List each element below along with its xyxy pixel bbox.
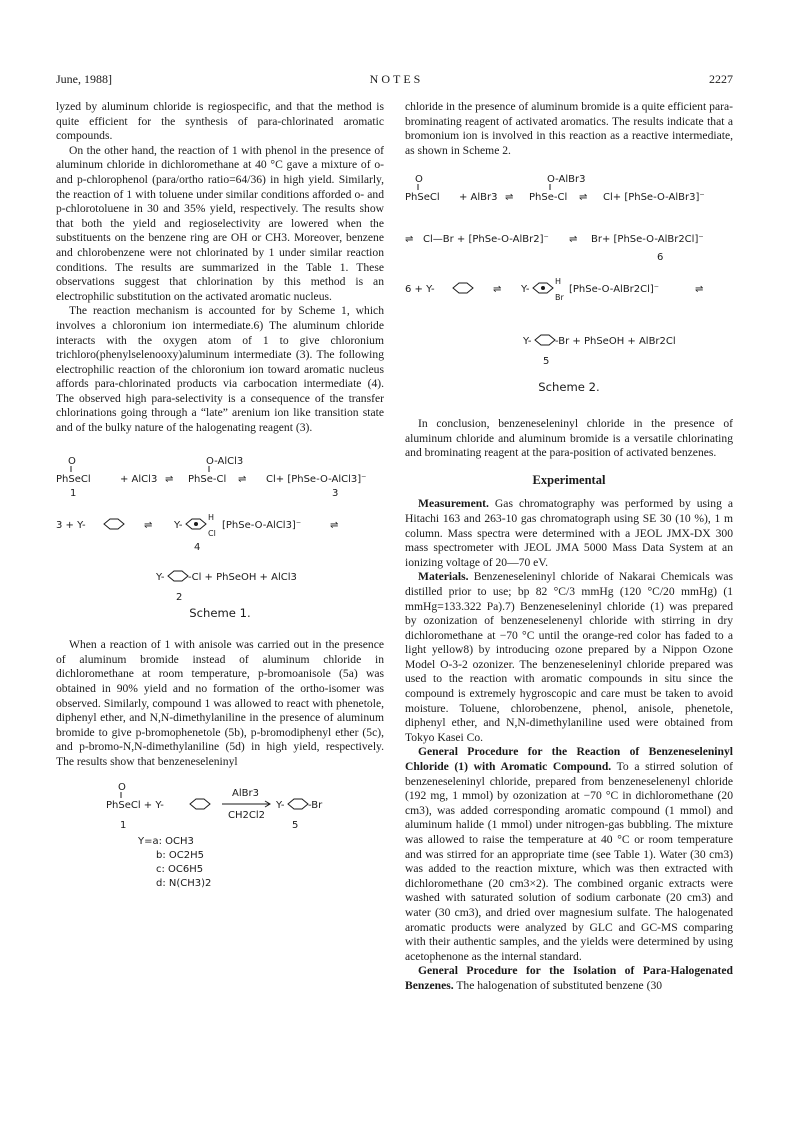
substituent-label: Y- <box>523 336 532 348</box>
paragraph <box>405 570 733 745</box>
hydrogen-label: H <box>555 277 562 287</box>
equilibrium-arrow: ⇌ <box>569 234 578 246</box>
scheme-1 <box>56 450 384 621</box>
bromine-label: -Br <box>308 799 323 811</box>
equilibrium-arrow: ⇌ <box>330 519 339 531</box>
paragraph: lyzed by aluminum chloride is regiospecific, and that the method is quite efficient for the synthesis of para-chlorinated aromatic compounds. <box>56 100 384 143</box>
run-in-heading: Measurement. <box>418 497 489 511</box>
reagent-label: + AlCl3 <box>120 473 158 485</box>
benzene-ring-icon <box>288 799 308 809</box>
reagent-label: + AlBr3 <box>459 192 498 204</box>
run-in-heading: General Procedure for the Isolation of Para-Halogenated Benzenes. <box>405 964 733 992</box>
bromine-label: Br <box>555 293 564 303</box>
complex-label: PhSe-Cl <box>529 192 568 204</box>
paragraph: On the other hand, the reaction of 1 with phenol in the presence of aluminum chloride in dichloromethane at 40 °C gave a mixture of o- and p-chlorophenol (para/ortho ratio=64/36) in high yield. Similarly, the reaction of 1 with toluene under similar conditions afforded o- and p-chlorotoluene in 30 and 35% yield, respectively. The results show that both the yield and regioselectivity are lowered when the substituents on the benzene ring are OH or CH3. Moreover, benzene and chlorobenzene were not chlorinated by 1 under similar reaction conditions. The results are summarized in the Table 1. These observations suggest that chlorination by this method is an electrophilic substitution on the activated aromatic nucleus. <box>56 143 384 303</box>
counterion-label: [PhSe-O-AlCl3]⁻ <box>222 519 302 531</box>
reaction-step-label: 6 + Y- <box>405 284 435 296</box>
intermediate-label: Cl+ [PhSe-O-AlCl3]⁻ <box>266 473 367 485</box>
counterion-label: [PhSe-O-AlBr2Cl]⁻ <box>569 284 660 296</box>
paragraph <box>405 497 733 570</box>
left-column <box>56 100 384 898</box>
substituent-label: Y- <box>174 519 183 531</box>
paragraph: chloride in the presence of aluminum bromide is a quite efficient para-brominating reagent of activated aromatics. The results indicate that a bromonium ion is involved in this reaction as a reactive intermediate, as shown in Scheme 2. <box>405 100 733 157</box>
run-in-heading: General Procedure for the Reaction of Benzeneseleninyl Chloride (1) with Aromatic Compound. <box>405 745 733 774</box>
paragraph: When a reaction of 1 with anisole was carried out in the presence of aluminum bromide instead of aluminum chloride in dichloromethane at room temperature, p-bromoanisole (5a) was obtained in 90% yield and no formation of the ortho-isomer was observed. Similarly, compound 1 was allowed to react with phenetole, diphenyl ether, and N,N-dimethylaniline in the presence of aluminum bromide to give p-bromophenetole (5b), p-bromodiphenyl ether (5c), and p-bromo-N,N-dimethylaniline (5d) in high yield, respectively. The results show that benzeneseleninyl <box>56 638 384 768</box>
complex-top-label: O-AlBr3 <box>547 174 586 186</box>
paragraph-text: The halogenation of substituted benzene (30 <box>453 978 663 992</box>
reaction-step-label: 3 + Y- <box>56 519 86 531</box>
complex-label: PhSe-Cl <box>188 473 227 485</box>
products-label: -Cl + PhSeOH + AlCl3 <box>188 571 297 583</box>
equilibrium-arrow: ⇌ <box>579 192 588 204</box>
substituent-label: Y- <box>156 571 165 583</box>
substituent-key: d: N(CH3)2 <box>156 877 212 889</box>
paragraph <box>405 745 733 964</box>
substituent-key: c: OC6H5 <box>156 863 204 875</box>
substituent-label: Y- <box>276 799 285 811</box>
reagent-label: AlBr3 <box>232 787 259 799</box>
oxygen-label: O <box>415 174 423 186</box>
equilibrium-arrow: ⇌ <box>405 234 414 246</box>
running-head-section: NOTES <box>369 72 424 86</box>
equilibrium-arrow: ⇌ <box>695 284 704 296</box>
compound-number: 4 <box>194 541 201 553</box>
benzene-ring-icon <box>453 283 473 293</box>
compound-number: 3 <box>332 487 339 499</box>
paragraph-text: Gas chromatography was performed by using a Hitachi 163 and 263-10 gas chromatograph using SE 30 (10 %), 1 m column. Mass spectra were determined with a JEOL JMX-DX 300 mass spectrometer with JEOL JMA 5000 Mass Data System at an ionizing voltage of 20—70 eV. <box>405 497 733 569</box>
chlorine-label: Cl <box>208 528 216 538</box>
running-head-date: June, 1988] <box>56 72 112 86</box>
compound-number: 2 <box>176 591 183 603</box>
paragraph-text: To a stirred solution of benzeneseleninyl chloride, prepared from benzeneselenenyl chloride (192 mg, 1 mmol) by ozonization at −70 °C in dichloromethane (20 cm3), was added corresponding aromatic compound (1 mmol) and aluminum halide (1 mmol) under nitrogen-gas bubbling. The mixture was allowed to raise the temperature at 40 °C or room temperature and was stirred for an appropriate time (see Table 1). Water (30 cm3) was added to the reaction mixture, which was then extracted with dichloromethane (20 cm3×2). The combined organic extracts were washed with saturated solution of sodium carbonate (20 cm3) and water (30 cm3), and dried over magnesium sulfate. The halogenated aromatic products were analyzed by GLC and GC-MS comparing with their authentic samples, and the yields were determined by using acetophenone as the internal standard. <box>405 760 733 963</box>
reactant-label: PhSeCl <box>405 192 440 204</box>
substituent-label: Y- <box>521 284 530 296</box>
scheme-caption: Scheme 2. <box>538 380 600 395</box>
scheme-caption: Scheme 1. <box>189 605 251 620</box>
page-number: 2227 <box>709 72 733 86</box>
paragraph-text: Benzeneseleninyl chloride of Nakarai Chemicals was distilled prior to use; bp 82 °C/3 mmHg (120 °C/20 mmHg) (1 mmHg=133.322 Pa).7) Benzeneseleninyl chloride (1) was prepared by ozonization of benzeneselenenyl chloride with stirring in dry dichloromethane at −70 °C until the orange-red color has faded to a light yellow8) by introducing ozone prepared by a Nippon Ozone Model O-3-2 ozonizer. The benzeneseleninyl chloride prepared was used to the reaction with aromatic compounds in situ since the compound is extremely hygroscopic and care must be taken to avoid moisture. Toluene, chlorobenzene, phenol, anisole, phenetole, diphenyl ether, and N,N-dimethylaniline used were obtained from Tokyo Kasei Co. <box>405 570 733 744</box>
reactant-label: PhSeCl <box>56 473 91 485</box>
right-column <box>405 100 733 994</box>
equilibrium-arrow: ⇌ <box>165 473 174 485</box>
products-label: -Br + PhSeOH + AlBr2Cl <box>555 336 676 348</box>
paragraph: The reaction mechanism is accounted for by Scheme 1, which involves a chloronium ion intermediate.6) The aluminum chloride interacts with the oxygen atom of 1 to give chloronium trichloro(phenylselenooxy)aluminum intermediate (3). The following electrophilic reaction of the chloronium ion toward aromatic nucleus affords para-chlorinated products via carbocation intermediate (4). The observed high para-selectivity is a consequence of the transfer chlorinations going through a “late” arenium ion like transition state and of the bulky nature of the halogenating reagent (3). <box>56 304 384 435</box>
bromination-scheme <box>56 778 384 898</box>
paragraph <box>405 964 733 993</box>
cation-dot-icon <box>541 286 545 290</box>
oxygen-label: O <box>68 455 76 467</box>
equilibrium-arrow: ⇌ <box>505 192 514 204</box>
run-in-heading: Materials. <box>418 570 469 584</box>
intermediate-label: Cl+ [PhSe-O-AlBr3]⁻ <box>603 192 705 204</box>
substituent-key: Y=a: OCH3 <box>138 835 194 847</box>
compound-number: 5 <box>292 819 299 831</box>
benzene-ring-icon <box>104 519 124 529</box>
oxygen-label: O <box>118 781 126 793</box>
benzene-ring-icon <box>168 571 188 581</box>
scheme-2 <box>405 168 733 395</box>
compound-number: 5 <box>543 356 550 368</box>
section-heading: Experimental <box>532 472 606 487</box>
intermediate-label: Cl—Br + [PhSe-O-AlBr2]⁻ <box>423 234 549 246</box>
reactants-label: PhSeCl + Y- <box>106 799 164 811</box>
complex-top-label: O-AlCl3 <box>206 455 244 467</box>
cation-dot-icon <box>194 522 198 526</box>
hydrogen-label: H <box>208 512 215 522</box>
compound-number: 6 <box>657 252 664 264</box>
benzene-ring-icon <box>190 799 210 809</box>
substituent-key: b: OC2H5 <box>156 849 204 861</box>
equilibrium-arrow: ⇌ <box>238 473 247 485</box>
compound-number: 1 <box>70 487 77 499</box>
benzene-ring-icon <box>535 335 555 345</box>
equilibrium-arrow: ⇌ <box>493 284 502 296</box>
paragraph: In conclusion, benzeneseleninyl chloride in the presence of aluminum chloride and aluminum bromide is a versatile chlorinating and brominating reagent at the para-position of activated benzenes. <box>405 416 733 460</box>
equilibrium-arrow: ⇌ <box>144 519 153 531</box>
solvent-label: CH2Cl2 <box>228 809 265 821</box>
compound-number: 1 <box>120 819 127 831</box>
intermediate-label: Br+ [PhSe-O-AlBr2Cl]⁻ <box>591 234 704 246</box>
